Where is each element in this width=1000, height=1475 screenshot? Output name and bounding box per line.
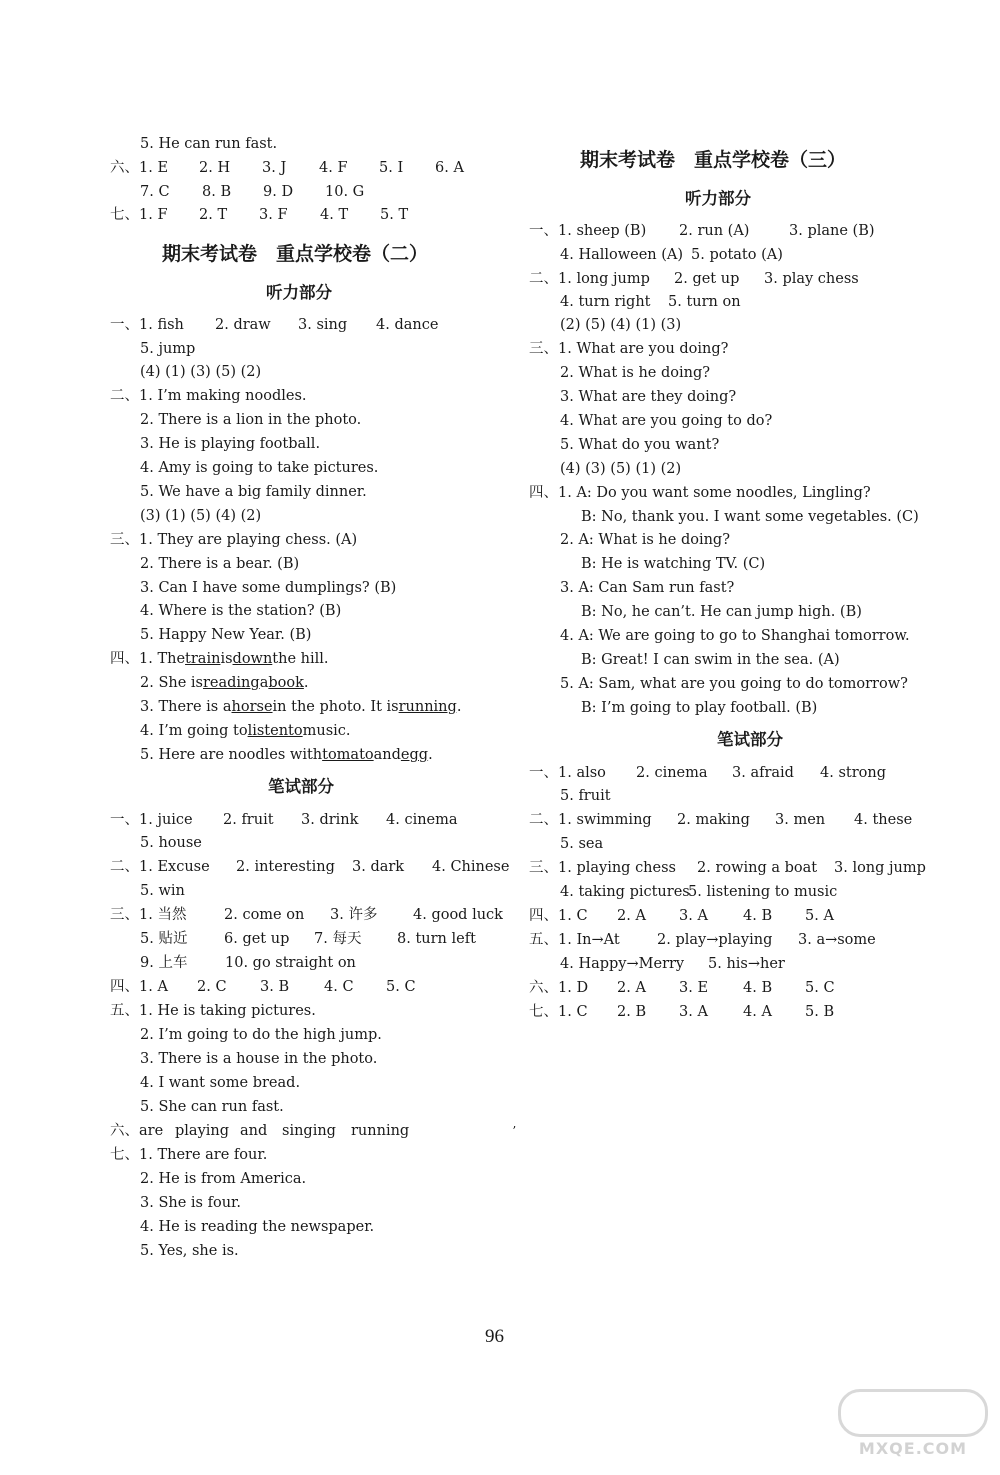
- answer-line: 一、1. juice 2. fruit 3. drink 4. cinema: [110, 812, 458, 828]
- exam-title: 期末考试卷 重点学校卷（三）: [580, 149, 847, 171]
- answer-line: (4) (3) (5) (1) (2): [560, 461, 682, 477]
- answer-line: 5. What do you want?: [560, 437, 720, 453]
- answer-line: 4. I’m going tolistentomusic.: [140, 723, 351, 739]
- answer-line: 三、1. What are you doing?: [529, 341, 729, 357]
- answer-line: 3. A: Can Sam run fast?: [560, 580, 735, 596]
- answer-line: 一、1. also 2. cinema 3. afraid 4. strong: [529, 765, 886, 781]
- answer-line: (2) (5) (4) (1) (3): [560, 317, 682, 333]
- answer-line: 2. She isreadingabook.: [140, 675, 309, 691]
- answer-line: 4. Happy→Merry 5. his→her: [560, 956, 785, 972]
- answer-line: 二、1. I’m making noodles.: [110, 388, 307, 404]
- answer-line: 5. 贴近 6. get up 7. 每天 8. turn left: [140, 931, 476, 947]
- watermark-badge-icon: [838, 1389, 988, 1437]
- answer-line: 一、1. sheep (B) 2. run (A) 3. plane (B): [529, 223, 875, 239]
- answer-line: 六、are playing and singing running: [110, 1123, 410, 1139]
- answer-line: 3. Can I have some dumplings? (B): [140, 580, 397, 596]
- answer-line: 六、1. E 2. H 3. J 4. F 5. I 6. A: [110, 160, 464, 176]
- answer-line: 七、1. F 2. T 3. F 4. T 5. T: [110, 207, 409, 223]
- answer-line: 4. A: We are going to go to Shanghai tomorrow.: [560, 628, 910, 644]
- answer-line: 5. jump: [140, 341, 196, 357]
- answer-line: B: Great! I can swim in the sea. (A): [581, 652, 840, 668]
- watermark-text: MXQE.COM: [858, 1439, 968, 1458]
- answer-line: 2. There is a lion in the photo.: [140, 412, 362, 428]
- answer-line: 3. He is playing football.: [140, 436, 321, 452]
- answer-line: 4. What are you going to do?: [560, 413, 773, 429]
- answer-line: 四、1. A 2. C 3. B 4. C 5. C: [110, 979, 416, 995]
- answer-line: 3. There is a house in the photo.: [140, 1051, 378, 1067]
- answer-line: 四、1. C 2. A 3. A 4. B 5. A: [529, 908, 834, 924]
- answer-line: 4. I want some bread.: [140, 1075, 301, 1091]
- answer-line: 二、1. Excuse 2. interesting 3. dark 4. Chinese: [110, 859, 510, 875]
- answer-line: 5. He can run fast.: [140, 136, 278, 152]
- answer-line: 5. Here are noodles withtomatoandegg.: [140, 747, 433, 763]
- answer-line: 三、1. 当然 2. come on 3. 许多 4. good luck: [110, 907, 503, 923]
- answer-line: 2. I’m going to do the high jump.: [140, 1027, 382, 1043]
- answer-line: 2. There is a bear. (B): [140, 556, 300, 572]
- answer-line: 5. She can run fast.: [140, 1099, 284, 1115]
- watermark-logo: [838, 1389, 988, 1465]
- answer-line: 3. There is ahorsein the photo. It isrunning.: [140, 699, 462, 715]
- answer-line: 5. house: [140, 835, 202, 851]
- answer-line: 4. turn right 5. turn on: [560, 294, 741, 310]
- answer-line: 七、1. There are four.: [110, 1147, 268, 1163]
- answer-line: 4. Amy is going to take pictures.: [140, 460, 379, 476]
- answer-line: 五、1. In→At 2. play→playing 3. a→some: [529, 932, 876, 948]
- section-heading: 笔试部分: [268, 777, 334, 796]
- answer-line: (4) (1) (3) (5) (2): [140, 364, 262, 380]
- stray-mark: ʼ: [512, 1124, 516, 1138]
- answer-line: B: I’m going to play football. (B): [581, 700, 818, 716]
- answer-line: 二、1. swimming 2. making 3. men 4. these: [529, 812, 913, 828]
- answer-line: 四、1. Thetrainisdownthe hill.: [110, 651, 329, 667]
- answer-line: 二、1. long jump 2. get up 3. play chess: [529, 271, 859, 287]
- answer-line: 2. What is he doing?: [560, 365, 711, 381]
- answer-line: 3. What are they doing?: [560, 389, 737, 405]
- answer-line: 3. She is four.: [140, 1195, 241, 1211]
- answer-line: 2. A: What is he doing?: [560, 532, 730, 548]
- section-heading: 听力部分: [685, 189, 751, 208]
- answer-line: 一、1. fish 2. draw 3. sing 4. dance: [110, 317, 439, 333]
- answer-line: 4. taking pictures5. listening to music: [560, 884, 838, 900]
- answer-line: B: He is watching TV. (C): [581, 556, 766, 572]
- answer-line: 7. C 8. B 9. D 10. G: [140, 184, 365, 200]
- answer-line: 四、1. A: Do you want some noodles, Lingling?: [529, 485, 871, 501]
- answer-line: 4. Halloween (A) 5. potato (A): [560, 247, 783, 263]
- answer-line: 4. He is reading the newspaper.: [140, 1219, 375, 1235]
- answer-line: 5. Yes, she is.: [140, 1243, 239, 1259]
- answer-line: 5. win: [140, 883, 185, 899]
- answer-line: B: No, thank you. I want some vegetables. (C): [581, 509, 919, 525]
- answer-line: 5. A: Sam, what are you going to do tomorrow?: [560, 676, 908, 692]
- answer-line: 5. fruit: [560, 788, 611, 804]
- section-heading: 听力部分: [266, 283, 332, 302]
- answer-line: 9. 上车 10. go straight on: [140, 955, 356, 971]
- answer-line: 5. sea: [560, 836, 604, 852]
- answer-line: 三、1. playing chess 2. rowing a boat 3. long jump: [529, 860, 926, 876]
- answer-line: 2. He is from America.: [140, 1171, 307, 1187]
- answer-line: 六、1. D 2. A 3. E 4. B 5. C: [529, 980, 835, 996]
- answer-line: 五、1. He is taking pictures.: [110, 1003, 316, 1019]
- section-heading: 笔试部分: [717, 730, 783, 749]
- answer-line: 5. We have a big family dinner.: [140, 484, 367, 500]
- answer-line: 七、1. C 2. B 3. A 4. A 5. B: [529, 1004, 835, 1020]
- exam-title: 期末考试卷 重点学校卷（二）: [162, 243, 429, 265]
- page-number: 96: [485, 1326, 504, 1347]
- answer-line: 三、1. They are playing chess. (A): [110, 532, 358, 548]
- answer-line: (3) (1) (5) (4) (2): [140, 508, 262, 524]
- answer-line: B: No, he can’t. He can jump high. (B): [581, 604, 862, 620]
- answer-line: 5. Happy New Year. (B): [140, 627, 312, 643]
- answer-line: 4. Where is the station? (B): [140, 603, 342, 619]
